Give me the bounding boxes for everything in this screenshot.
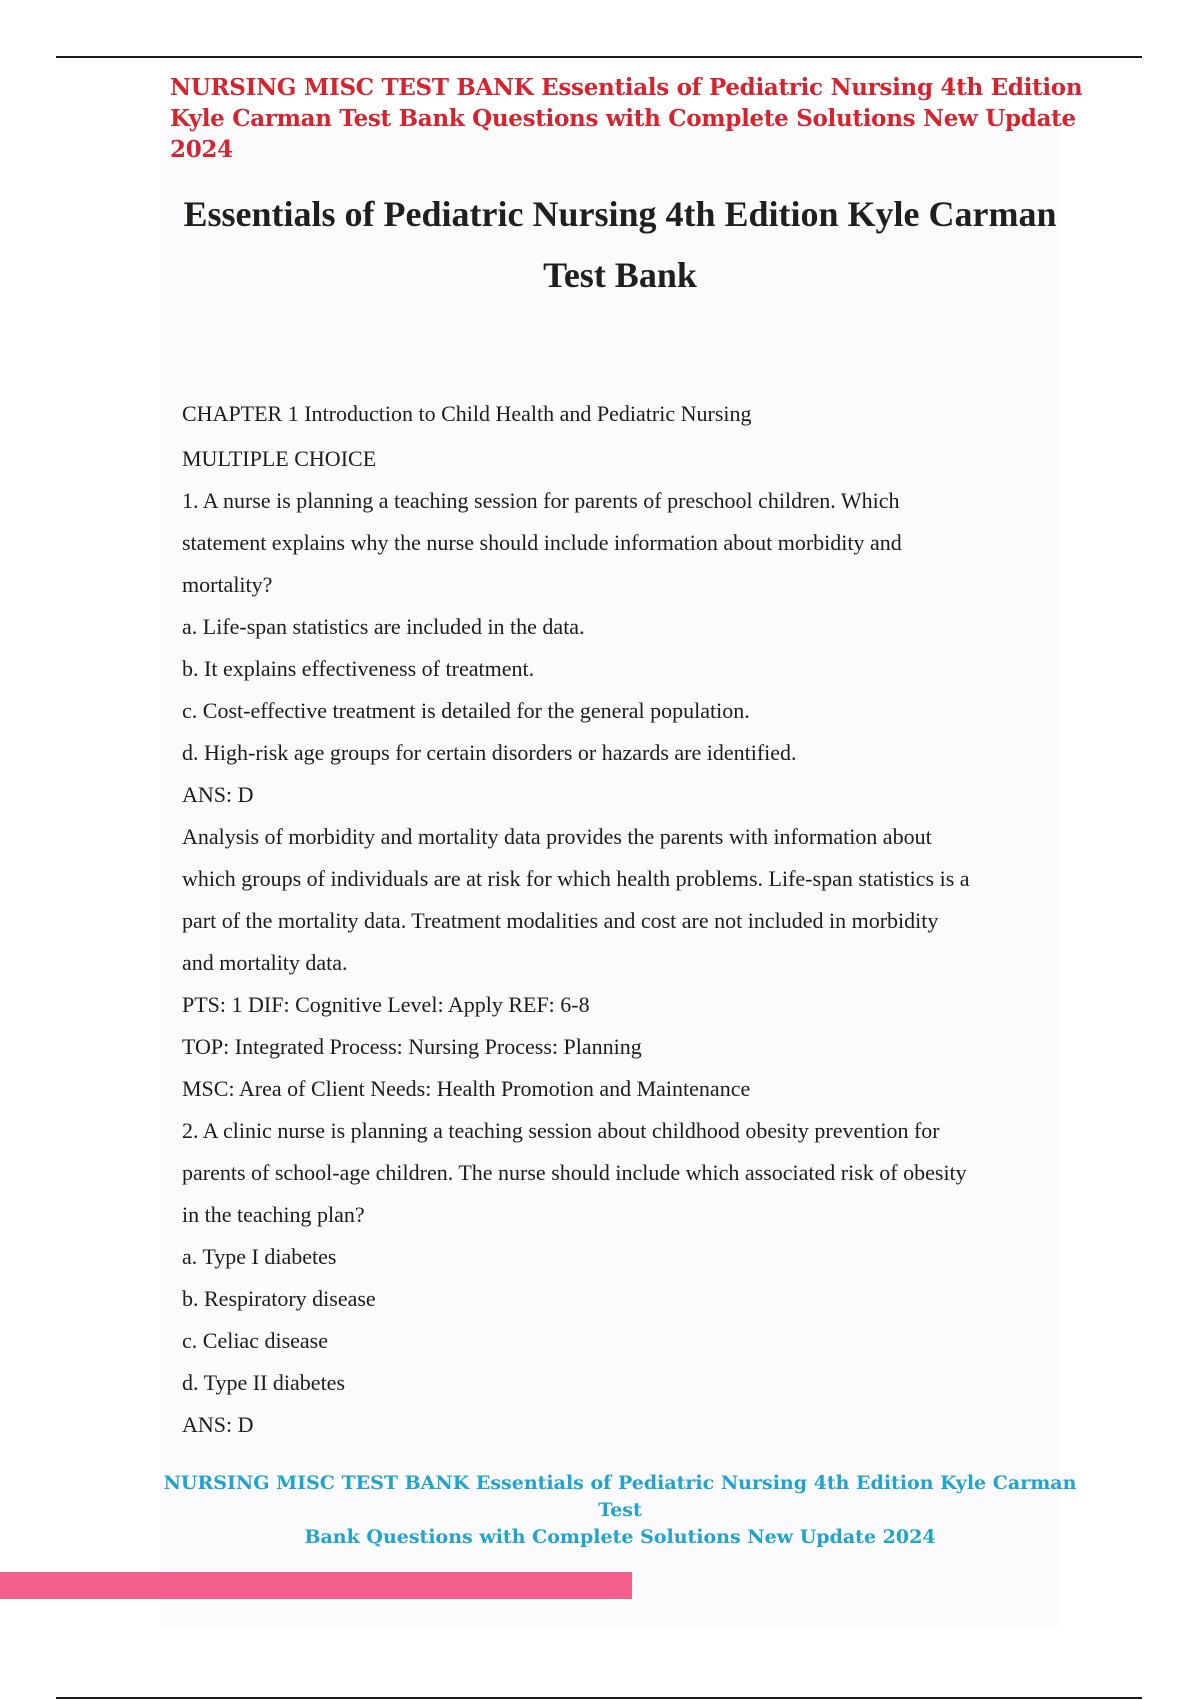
question-1-option-d: d. High-risk age groups for certain disorders or hazards are identified. (182, 740, 797, 765)
footer-title (160, 1470, 1080, 1551)
question-1-pts: PTS: 1 DIF: Cognitive Level: Apply REF: 6-8 (182, 992, 590, 1017)
question-1 (182, 480, 1062, 1110)
question-2-stem-line-2: parents of school-age children. The nurse should include which associated risk of obesity (182, 1160, 967, 1185)
header-title: NURSING MISC TEST BANK Essentials of Pediatric Nursing 4th Edition Kyle Carman Test Bank Questions with Complete Solutions New Update 2024 (170, 74, 1083, 163)
question-1-stem-line-3: mortality? (182, 572, 273, 597)
question-2-option-c: c. Celiac disease (182, 1328, 328, 1353)
footer-title-line-2: Bank Questions with Complete Solutions New Update 2024 (304, 1526, 936, 1548)
question-1-rationale-line-1: Analysis of morbidity and mortality data provides the parents with information about (182, 824, 932, 849)
question-1-rationale-line-4: and mortality data. (182, 950, 348, 975)
question-1-option-c: c. Cost-effective treatment is detailed for the general population. (182, 698, 750, 723)
bottom-rule (56, 1697, 1142, 1699)
question-2 (182, 1110, 1062, 1446)
footer-title-line-1: NURSING MISC TEST BANK Essentials of Pediatric Nursing 4th Edition Kyle Carman Test (163, 1472, 1077, 1521)
section-heading: MULTIPLE CHOICE (182, 446, 377, 471)
question-1-option-a: a. Life-span statistics are included in the data. (182, 614, 585, 639)
document-title-line-1: Essentials of Pediatric Nursing 4th Edition Kyle Carman (183, 194, 1057, 234)
question-2-option-b: b. Respiratory disease (182, 1286, 376, 1311)
question-2-answer: ANS: D (182, 1412, 254, 1437)
document-title-line-2: Test Bank (543, 255, 697, 295)
document-body (182, 398, 1062, 1446)
document-title (160, 184, 1080, 306)
question-2-option-d: d. Type II diabetes (182, 1370, 346, 1395)
question-2-stem-line-1: 2. A clinic nurse is planning a teaching session about childhood obesity prevention for (182, 1118, 940, 1143)
question-1-answer: ANS: D (182, 782, 254, 807)
question-2-stem-line-3: in the teaching plan? (182, 1202, 365, 1227)
chapter-heading: CHAPTER 1 Introduction to Child Health and Pediatric Nursing (182, 401, 752, 426)
accent-bar (0, 1572, 632, 1599)
top-rule (56, 56, 1142, 58)
question-1-rationale-line-2: which groups of individuals are at risk for which health problems. Life-span statistics is a (182, 866, 970, 891)
question-1-msc: MSC: Area of Client Needs: Health Promotion and Maintenance (182, 1076, 751, 1101)
question-1-stem-line-2: statement explains why the nurse should include information about morbidity and (182, 530, 902, 555)
question-1-rationale-line-3: part of the mortality data. Treatment modalities and cost are not included in morbidity (182, 908, 939, 933)
question-1-top: TOP: Integrated Process: Nursing Process: Planning (182, 1034, 642, 1059)
question-1-stem-line-1: 1. A nurse is planning a teaching session for parents of preschool children. Which (182, 488, 900, 513)
question-1-option-b: b. It explains effectiveness of treatment. (182, 656, 535, 681)
question-2-option-a: a. Type I diabetes (182, 1244, 337, 1269)
